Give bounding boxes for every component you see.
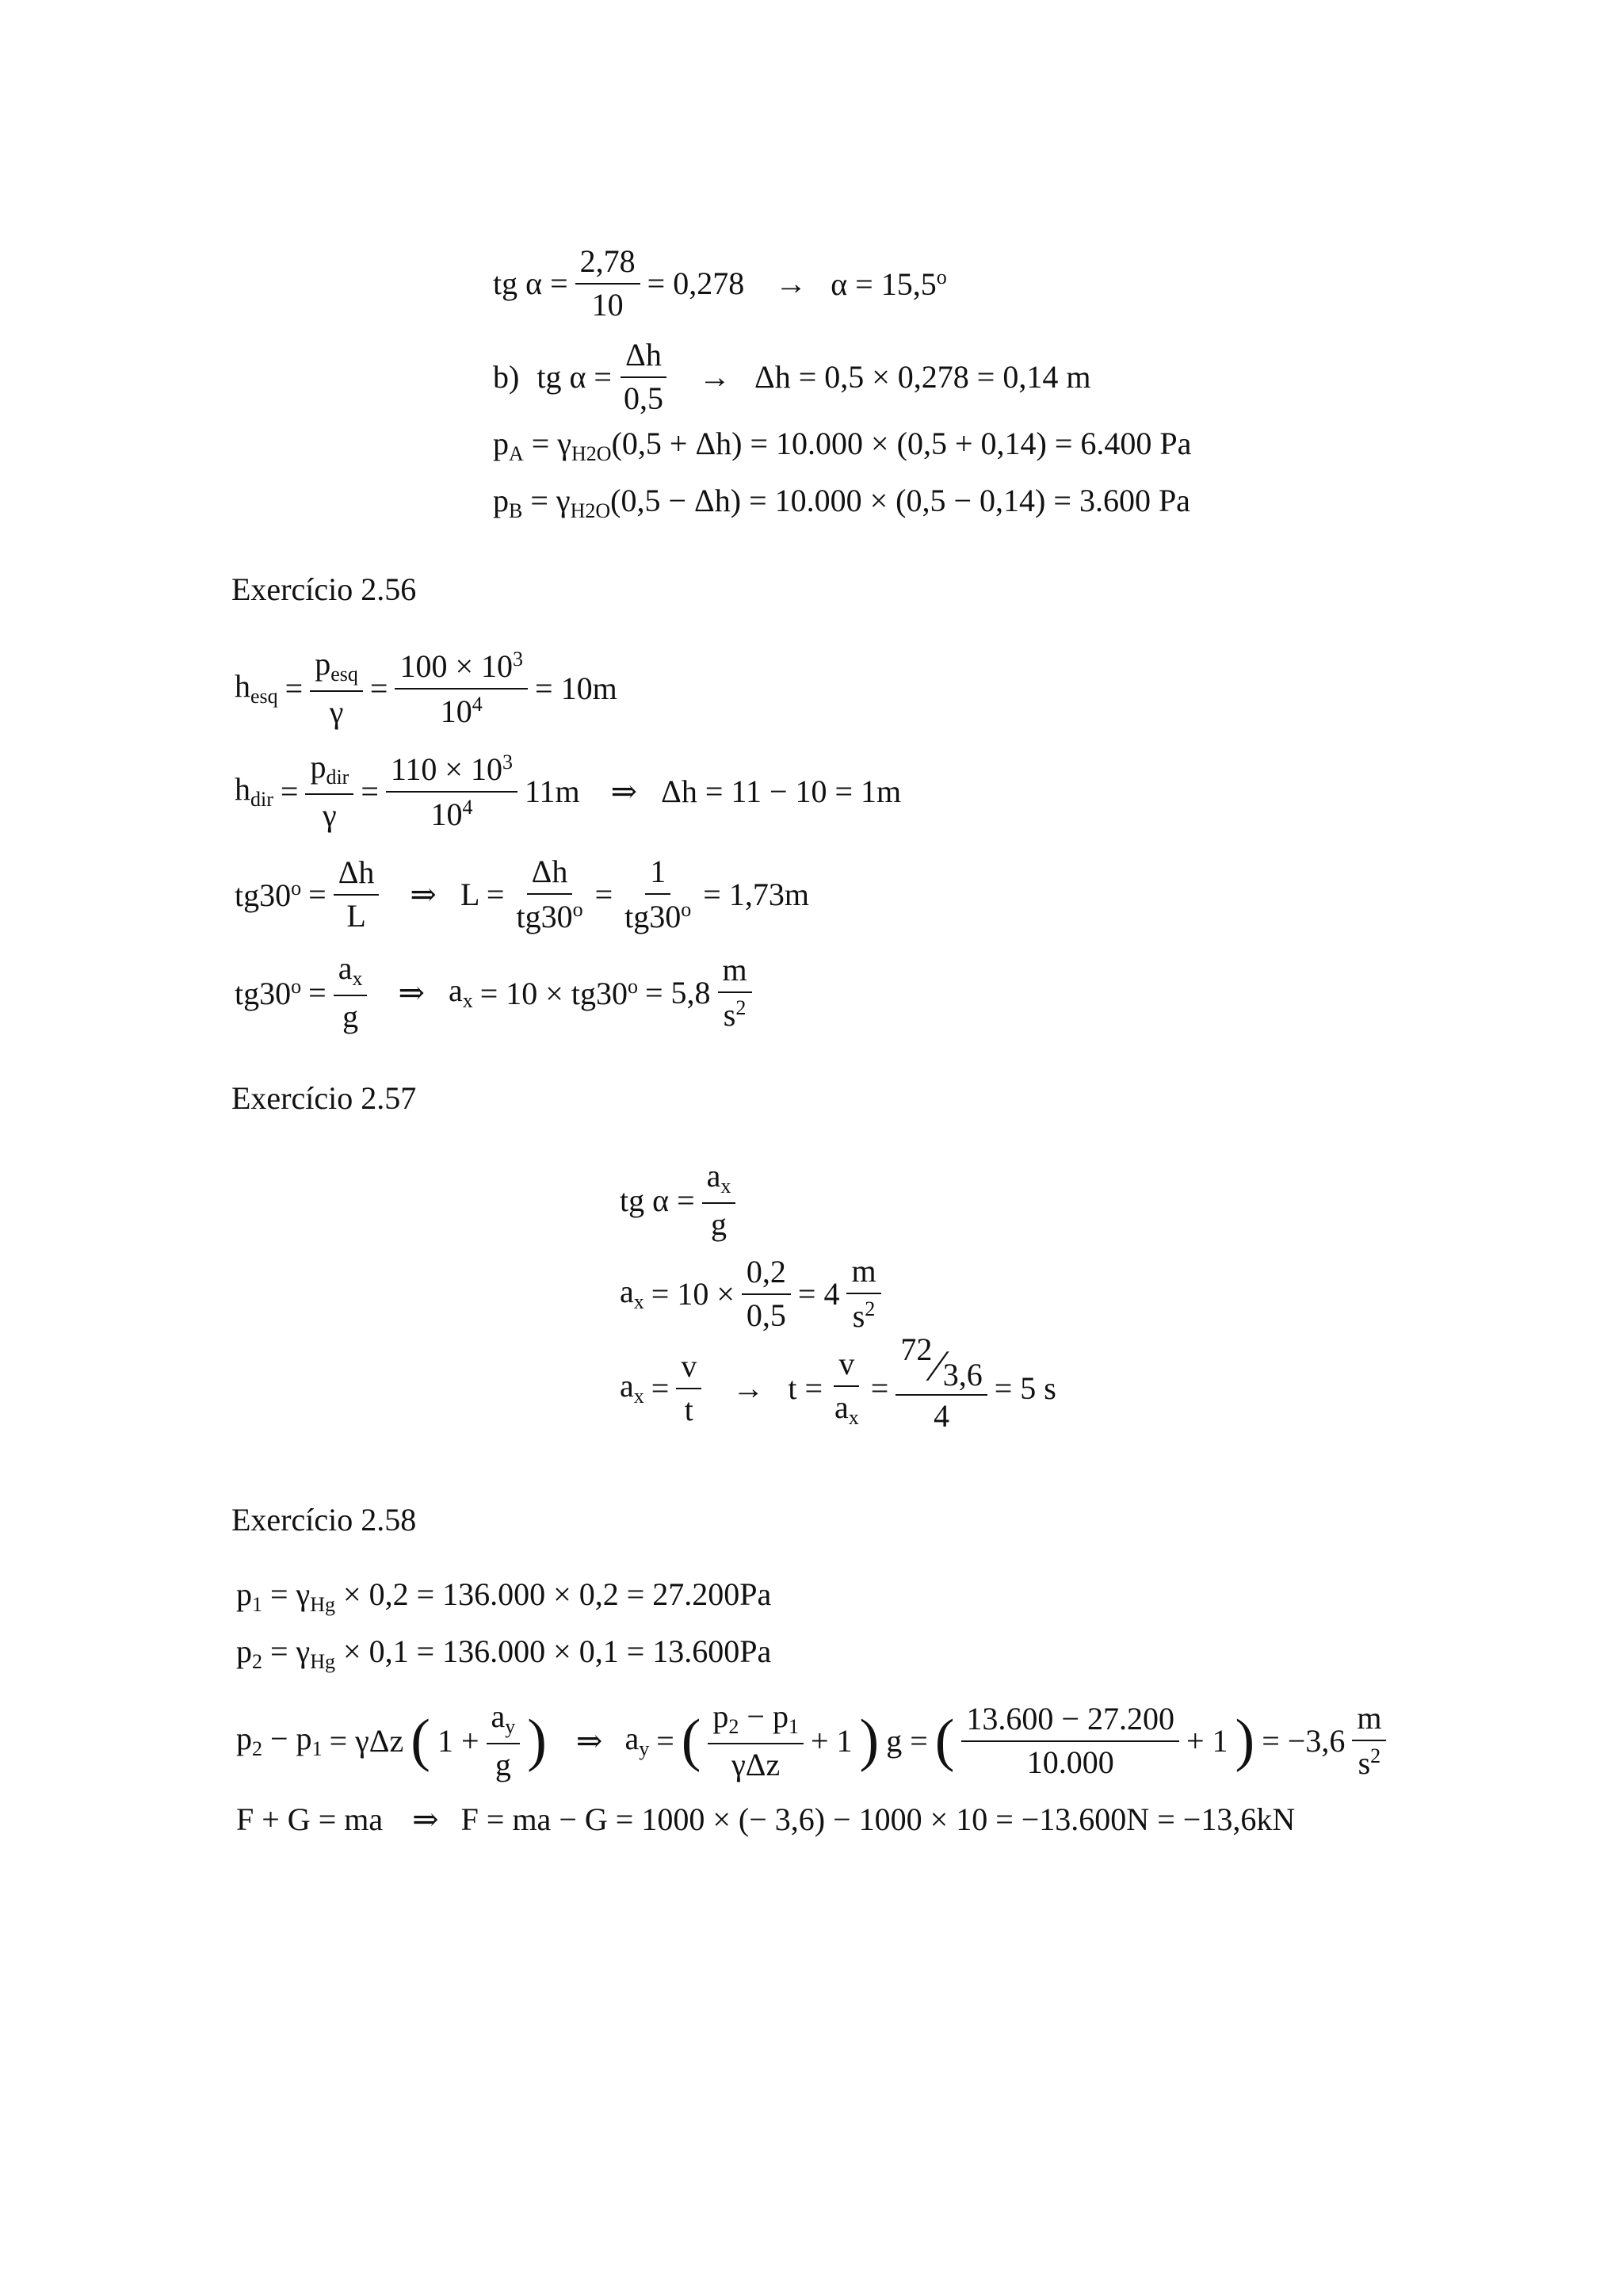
pressure-b: $p_B = \gamma_{H2O}(0,5 - \Delta h) = 10.000 \times (0,5 - 0,14) = 3.600$ Pa — [493, 483, 1190, 522]
fraction-denominator: $s^2$ — [723, 996, 747, 1033]
fraction — [708, 1698, 804, 1782]
fraction-numerator: m — [846, 1255, 880, 1294]
fraction-denominator: $a_x$ — [834, 1389, 859, 1429]
fraction-numerator: $100 \times 10^3$ — [395, 649, 528, 690]
ay-lhs: $a_y$ — [624, 1720, 650, 1760]
equals-sign: = — [369, 670, 388, 706]
fraction — [830, 1348, 864, 1428]
h-dir-equation — [235, 751, 901, 831]
fraction-numerator: 1 — [645, 856, 670, 895]
ax-mid: = $10 \times tg30^o$ — [479, 974, 638, 1011]
h-dir-result: 11m — [524, 773, 580, 809]
equals-sign: = — [656, 1722, 674, 1759]
tg-alpha-lhs: tg α = — [493, 265, 568, 301]
fraction-denominator: tg30$^o$ — [624, 898, 692, 934]
fraction-numerator: $p_{esq}$ — [310, 648, 363, 692]
close-paren: ) — [527, 1707, 547, 1773]
t-result: = 5 s — [994, 1370, 1056, 1406]
equals-sign: = — [870, 1370, 889, 1406]
ax-lhs: $a_x$ — [620, 1367, 644, 1408]
fraction-numerator: 13.600 − 27.200 — [961, 1703, 1179, 1742]
ax-result: = 4 — [797, 1275, 840, 1312]
fraction — [511, 856, 587, 933]
p1-expression: $p_1 = \gamma_{Hg} \times 0,2 = 136.000 \times 0,2 = 27.200Pa$ — [236, 1576, 772, 1616]
h-esq-equation — [235, 648, 617, 728]
g-equals: g = — [886, 1722, 928, 1759]
fraction — [702, 1160, 736, 1240]
equals-sign: = — [308, 974, 327, 1010]
fraction-numerator — [896, 1331, 987, 1396]
equals-sign: = — [361, 773, 379, 809]
fraction-denominator: L — [346, 898, 366, 934]
arrow-symbol: → — [775, 265, 808, 301]
fraction-numerator: Δh — [334, 857, 380, 896]
slash-divider: ⁄ — [934, 1342, 941, 1391]
fraction — [487, 1698, 521, 1782]
fraction-denominator: g — [711, 1206, 727, 1242]
unit-fraction — [846, 1255, 880, 1332]
fraction-denominator: $10^4$ — [440, 693, 483, 729]
arrow-symbol: → — [732, 1370, 765, 1406]
h-esq-lhs: $h_{esq}$ — [235, 667, 278, 708]
ax-equation — [620, 1255, 881, 1332]
exercise-heading: Exercício 2.57 — [231, 1080, 417, 1116]
fraction-numerator: 2,78 — [575, 246, 640, 285]
tg-alpha-lhs: tg α = — [620, 1182, 695, 1218]
fraction-numerator: $a_x$ — [702, 1160, 736, 1204]
fraction-numerator: $110 \times 10^3$ — [386, 752, 517, 793]
fraction-denominator: g — [342, 999, 359, 1034]
implies-symbol: ⇒ — [575, 1722, 603, 1759]
h-esq-result: = 10m — [535, 670, 617, 706]
fraction-denominator: t — [684, 1392, 693, 1427]
open-paren: ( — [681, 1707, 701, 1773]
fraction — [395, 649, 528, 728]
equals-sign: = — [594, 876, 613, 912]
gamma-dz: = γΔz — [329, 1722, 404, 1759]
unit-fraction — [718, 954, 752, 1031]
implies-symbol: ⇒ — [398, 974, 425, 1010]
pressure-b-equation — [493, 485, 1190, 521]
fraction-denominator: $s^2$ — [1358, 1744, 1381, 1781]
fraction — [676, 1350, 701, 1426]
ay-result: = −3,6 — [1262, 1722, 1346, 1759]
open-paren: ( — [934, 1707, 955, 1773]
pressure-a-equation — [493, 428, 1191, 464]
conversion-factor: 3,6 — [942, 1357, 983, 1392]
fraction-numerator: Δh — [621, 339, 666, 378]
equals-sign: = — [280, 773, 299, 809]
ax-lhs: $a_x$ — [620, 1273, 644, 1313]
tg-alpha-value: = 0,278 — [647, 265, 745, 301]
fraction — [620, 856, 696, 933]
ay-equation — [236, 1698, 1386, 1782]
tg30-L-equation — [235, 856, 809, 933]
fraction-denominator: γ — [329, 694, 344, 730]
L-result: = 1,73m — [703, 876, 809, 912]
alpha-result: $\alpha = 15,5^o$ — [831, 265, 947, 302]
time-equation — [620, 1331, 1056, 1434]
delta-h-equation — [493, 339, 1090, 415]
ax-equation — [235, 950, 752, 1034]
L-lhs: L = — [460, 876, 505, 912]
fraction-numerator: $a_x$ — [334, 953, 368, 996]
fraction-denominator: $s^2$ — [852, 1297, 876, 1334]
one-plus: 1 + — [437, 1722, 479, 1759]
plus-one: + 1 — [810, 1722, 853, 1759]
fraction-denominator: γ — [323, 797, 337, 833]
delta-h-result: Δh = 11 − 10 = 1m — [661, 773, 902, 809]
delta-h-result: Δh = 0,5 × 0,278 = 0,14 m — [754, 358, 1091, 395]
fraction — [386, 752, 517, 831]
fraction — [334, 950, 368, 1034]
h-dir-lhs: $h_{dir}$ — [235, 770, 273, 811]
fraction-numerator: Δh — [527, 856, 573, 895]
fraction-denominator: 10.000 — [1026, 1744, 1114, 1780]
open-paren: ( — [411, 1707, 430, 1773]
fraction — [896, 1331, 987, 1434]
fraction — [575, 243, 640, 323]
item-label: b) — [493, 358, 520, 395]
fraction-numerator: $p_{dir}$ — [305, 751, 353, 795]
fraction — [334, 854, 380, 934]
implies-symbol: ⇒ — [610, 773, 638, 809]
pressure-a: $p_A = \gamma_{H2O}(0,5 + \Delta h) = 10.000 \times (0,5 + 0,14) = 6.400$ Pa — [493, 426, 1192, 465]
tg-alpha-lhs: tg α = — [537, 358, 612, 395]
force-equation — [236, 1801, 1296, 1837]
fraction-denominator: γΔz — [731, 1747, 781, 1782]
fraction — [961, 1703, 1179, 1778]
fraction-numerator: v — [676, 1350, 701, 1389]
speed-value: 72 — [900, 1331, 933, 1367]
pressure-difference-lhs: $p_2 - p_1$ — [236, 1720, 323, 1760]
equals-sign: = — [651, 1370, 670, 1406]
force-lhs: F + G = ma — [236, 1801, 384, 1837]
implies-symbol: ⇒ — [410, 876, 437, 912]
fraction-denominator: 4 — [934, 1398, 949, 1434]
exercise-heading: Exercício 2.56 — [231, 571, 417, 607]
ax-mid: = 10 × — [651, 1275, 735, 1312]
fraction — [305, 751, 353, 831]
tg30-lhs: tg30$^o$ — [235, 974, 302, 1011]
fraction-denominator: tg30$^o$ — [516, 898, 583, 934]
p2-equation — [236, 1633, 772, 1673]
force-rhs: F = ma − G = 1000 × (− 3,6) − 1000 × 10 = −13.600N = −13,6kN — [460, 1801, 1296, 1837]
p1-equation — [236, 1576, 772, 1616]
fraction — [310, 648, 363, 728]
unit-fraction — [1352, 1702, 1386, 1779]
t-lhs: t = — [788, 1370, 823, 1406]
fraction — [742, 1256, 791, 1331]
fraction-denominator: $10^4$ — [430, 796, 473, 832]
fraction-numerator: v — [834, 1348, 859, 1387]
fraction-denominator: 10 — [591, 287, 624, 323]
tg-alpha-equation — [620, 1160, 735, 1240]
equals-sign: = — [285, 670, 304, 706]
implies-symbol: ⇒ — [412, 1801, 439, 1837]
fraction-numerator: $p_2 - p_1$ — [708, 1701, 804, 1744]
fraction-denominator: 0,5 — [623, 380, 663, 416]
ax-lhs: $a_x$ — [448, 972, 473, 1012]
equals-sign: = — [308, 876, 327, 912]
arrow-symbol: → — [698, 358, 731, 395]
fraction-denominator: g — [495, 1747, 511, 1782]
ax-result: = 5,8 — [644, 974, 711, 1010]
plus-one: + 1 — [1186, 1722, 1228, 1759]
close-paren: ) — [1235, 1707, 1255, 1773]
fraction-numerator: $a_y$ — [487, 1701, 521, 1744]
tg30-lhs: tg30$^o$ — [235, 876, 302, 913]
fraction-numerator: m — [1352, 1702, 1386, 1741]
fraction-numerator: m — [718, 954, 752, 993]
fraction-numerator: 0,2 — [742, 1256, 791, 1295]
p2-expression: $p_2 = \gamma_{Hg} \times 0,1 = 136.000 \times 0,1 = 13.600Pa$ — [236, 1633, 772, 1673]
exercise-heading: Exercício 2.58 — [231, 1502, 417, 1538]
fraction-denominator: 0,5 — [746, 1297, 786, 1333]
fraction — [619, 339, 668, 415]
close-paren: ) — [859, 1707, 880, 1773]
tg-alpha-equation — [493, 243, 947, 323]
